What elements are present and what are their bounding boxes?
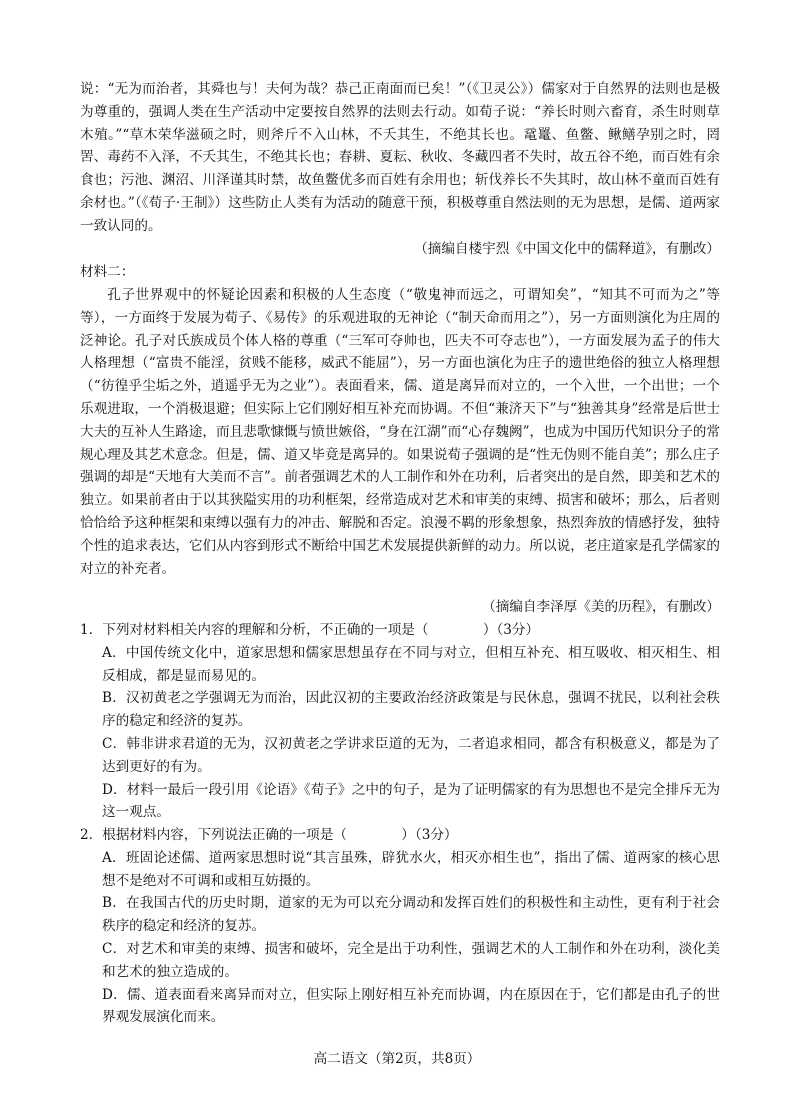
option-a: A．班固论述儒、道两家思想时说“其言虽殊，辟犹水火，相灭亦相生也”，指出了儒、道两家的核心思想不是绝对不可调和或相互妨摄的。 [102, 849, 720, 889]
question-2 [80, 824, 720, 1029]
material2-text: 孔子世界观中的怀疑论因素和积极的人生态度（“敬鬼神而远之，可谓知矣”，“知其不可而为之”等等），一方面终于发展为荀子、《易传》的乐观进取的无神论（“制天命而用之”），另一方面则演化为庄周的泛神论。孔子对氏族成员个体人格的尊重（“三军可夺帅也，匹夫不可夺志也”），一方面发展为孟子的伟大人格理想（“富贵不能淫，贫贱不能移，威武不能屈”），另一方面也演化为庄子的遗世绝俗的独立人格理想（“彷徨乎尘垢之外，逍遥乎无为之业”）。表面看来，儒、道是离异而对立的，一个入世，一个出世；一个乐观进取，一个消极退避；但实际上它们刚好相互补充而协调。不但“兼济天下”与“独善其身”经常是后世士大夫的互补人生路途，而且悲歌慷慨与愤世嫉俗，“身在江湖”而“心存魏阙”，也成为中国历代知识分子的常规心理及其艺术意念。但是，儒、道又毕竟是离异的。如果说荀子强调的是“性无伪则不能自美”；那么庄子强调的却是“天地有大美而不言”。前者强调艺术的人工制作和外在功利，后者突出的是自然，即美和艺术的独立。如果前者由于以其狭隘实用的功利框架，经常造成对艺术和审美的束缚、损害和破坏；那么，后者则恰恰给予这种框架和束缚以强有力的冲击、解脱和否定。浪漫不羁的形象想象，热烈奔放的情感抒发，独特个性的追求表达，它们从内容到形式不断给中国艺术发展提供新鲜的动力。所以说，老庄道家是孔学儒家的对立的补充者。 [80, 287, 720, 577]
option-c: C．对艺术和审美的束缚、损害和破坏，完全是出于功利性，强调艺术的人工制作和外在功利，淡化美和艺术的独立造成的。 [102, 940, 720, 980]
material2-source: （摘编自李泽厚《美的历程》，有删改） [482, 599, 720, 615]
option-d: D．儒、道表面看来离异而对立，但实际上刚好相互补充而协调，内在原因在于，它们都是由孔子的世界观发展演化而来。 [102, 986, 720, 1026]
material1-paragraph [80, 78, 720, 238]
page-footer: 高二语文（第2页，共8页） [313, 1051, 481, 1067]
material2-heading: 材料二： [80, 264, 135, 280]
material1-text: 说：“无为而治者，其舜也与！夫何为哉？恭己正南面而已矣！”（《卫灵公》）儒家对于自然界的法则也是极为尊重的，强调人类在生产活动中定要按自然界的法则去行动。如荀子说：“养长时则六畜育，杀生时则草木殖。”“草木荣华滋硕之时，则斧斤不入山林，不夭其生，不绝其长也。鼋鼍、鱼鳖、鳅鳝孕别之时，罔罟、毒药不入泽，不夭其生，不绝其长也；春耕、夏耘、秋收、冬藏四者不失时，故五谷不绝，而百姓有余食也；污池、渊沼、川泽谨其时禁，故鱼鳖优多而百姓有余用也；斩伐养长不失其时，故山林不童而百姓有余材也。”（《荀子·王制》）这些防止人类有为活动的随意干预，积极尊重自然法则的无为思想，是儒、道两家一致认同的。 [80, 81, 720, 234]
question-1 [80, 619, 720, 824]
material2-paragraph [80, 284, 720, 580]
material1-source: （摘编自楼宇烈《中国文化中的儒释道》，有删改） [414, 241, 720, 257]
question-stem: 1．下列对材料相关内容的理解和分析，不正确的一项是（ ）（3分） [80, 622, 540, 638]
question-stem: 2．根据材料内容，下列说法正确的一项是（ ）（3分） [80, 827, 458, 843]
option-d: D．材料一最后一段引用《论语》《荀子》之中的句子，是为了证明儒家的有为思想也不是完全排斥无为这一观点。 [102, 781, 720, 821]
option-a: A．中国传统文化中，道家思想和儒家思想虽存在不同与对立，但相互补充、相互吸收、相灭相生、相反相成，都是显而易见的。 [102, 644, 720, 684]
option-b: B．汉初黄老之学强调无为而治，因此汉初的主要政治经济政策是与民休息，强调不扰民，以利社会秩序的稳定和经济的复苏。 [102, 690, 720, 730]
option-c: C．韩非讲求君道的无为，汉初黄老之学讲求臣道的无为，二者追求相同，都含有积极意义，都是为了达到更好的有为。 [102, 735, 720, 775]
option-b: B．在我国古代的历史时期，道家的无为可以充分调动和发挥百姓们的积极性和主动性，更有利于社会秩序的稳定和经济的复苏。 [102, 895, 720, 935]
